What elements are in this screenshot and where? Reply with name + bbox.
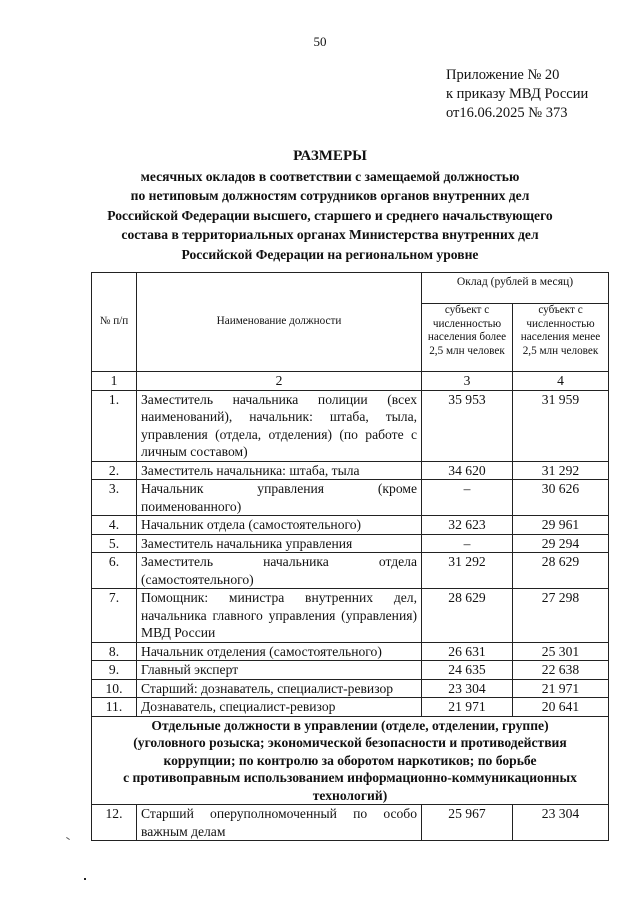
column-number: 2: [137, 372, 422, 391]
title-line-4: состава в территориальных органах Министерства внутренних дел: [121, 227, 539, 242]
row-position: Заместитель начальника: штаба, тыла: [137, 461, 422, 480]
row-salary-more: 21 971: [422, 698, 513, 717]
appendix-line-3: от16.06.2025 № 373: [446, 105, 568, 121]
row-num: 9.: [92, 661, 137, 680]
row-salary-more: 24 635: [422, 661, 513, 680]
row-salary-more: 25 967: [422, 805, 513, 841]
document-title: [70, 147, 590, 264]
row-num: 8.: [92, 642, 137, 661]
section-line-1: Отдельные должности в управлении (отделе, отделении, группе): [151, 717, 549, 733]
row-salary-less: 27 298: [513, 589, 609, 643]
row-num: 2.: [92, 461, 137, 480]
table-row: [92, 534, 609, 553]
column-number-row: [92, 372, 609, 391]
table-row: [92, 589, 609, 643]
row-salary-less: 31 959: [513, 390, 609, 461]
section-line-3: коррупции; по контролю за оборотом наркотиков; по борьбе: [163, 752, 537, 768]
row-salary-less: 25 301: [513, 642, 609, 661]
row-salary-more: 35 953: [422, 390, 513, 461]
row-salary-less: 31 292: [513, 461, 609, 480]
table-row: [92, 461, 609, 480]
row-position: Начальник отдела (самостоятельного): [137, 516, 422, 535]
row-num: 4.: [92, 516, 137, 535]
header-col-more: субъект с численностью населения более 2,5 млн человек: [422, 304, 513, 372]
title-line-3: Российской Федерации высшего, старшего и среднего начальствующего: [107, 207, 553, 223]
header-salary-group: Оклад (рублей в месяц): [422, 273, 609, 304]
table-row: [92, 642, 609, 661]
section-header: [92, 716, 609, 805]
row-salary-more: 32 623: [422, 516, 513, 535]
scan-speck: [66, 837, 70, 840]
section-header-row: [92, 716, 609, 805]
table-row: [92, 661, 609, 680]
row-position: Старший: дознаватель, специалист-ревизор: [137, 679, 422, 698]
table-row: [92, 698, 609, 717]
section-line-4: с противоправным использованием информационно-коммуникационных: [123, 770, 577, 785]
row-salary-less: 23 304: [513, 805, 609, 841]
row-position: Заместитель начальника отдела (самостоятельного): [137, 553, 422, 589]
title-line-1: месячных окладов в соответствии с замещаемой должностью: [140, 168, 520, 184]
column-number: 3: [422, 372, 513, 391]
row-num: 11.: [92, 698, 137, 717]
table-row: [92, 480, 609, 516]
table-row: [92, 390, 609, 461]
row-salary-more: 34 620: [422, 461, 513, 480]
row-num: 12.: [92, 805, 137, 841]
title-heading: РАЗМЕРЫ: [293, 148, 367, 164]
scan-speck: [84, 878, 86, 880]
title-line-2: по нетиповым должностям сотрудников органов внутренних дел: [130, 188, 530, 203]
row-num: 7.: [92, 589, 137, 643]
row-position: Начальник управления (кроме поименованного): [137, 480, 422, 516]
row-salary-less: 28 629: [513, 553, 609, 589]
row-position: Помощник: министра внутренних дел, начальника главного управления (управления) МВД России: [137, 589, 422, 643]
row-position: Старший оперуполномоченный по особо важным делам: [137, 805, 422, 841]
row-position: Заместитель начальника полиции (всех наименований), начальник: штаба, тыла, управления (отдела, отделения) (по работе с личным составом): [137, 390, 422, 461]
row-position: Главный эксперт: [137, 661, 422, 680]
row-salary-more: –: [422, 534, 513, 553]
section-line-2: (уголовного розыска; экономической безопасности и противодействия: [133, 735, 567, 750]
row-position: Дознаватель, специалист-ревизор: [137, 698, 422, 717]
row-salary-less: 20 641: [513, 698, 609, 717]
column-number: 1: [92, 372, 137, 391]
section-line-5: технологий): [312, 787, 388, 803]
table-row: [92, 679, 609, 698]
row-salary-more: 23 304: [422, 679, 513, 698]
row-salary-less: 21 971: [513, 679, 609, 698]
row-salary-more: –: [422, 480, 513, 516]
row-salary-less: 30 626: [513, 480, 609, 516]
row-salary-less: 29 961: [513, 516, 609, 535]
appendix-reference: [446, 66, 588, 123]
row-num: 6.: [92, 553, 137, 589]
table-row: [92, 805, 609, 841]
row-salary-more: 28 629: [422, 589, 513, 643]
row-num: 1.: [92, 390, 137, 461]
header-num: № п/п: [92, 273, 137, 372]
row-salary-less: 22 638: [513, 661, 609, 680]
table-row: [92, 553, 609, 589]
column-number: 4: [513, 372, 609, 391]
row-num: 5.: [92, 534, 137, 553]
row-position: Заместитель начальника управления: [137, 534, 422, 553]
header-col-less: субъект с численностью населения менее 2,5 млн человек: [513, 304, 609, 372]
row-salary-less: 29 294: [513, 534, 609, 553]
title-line-5: Российской Федерации на региональном уровне: [181, 246, 479, 262]
row-salary-more: 31 292: [422, 553, 513, 589]
header-row-1: [92, 273, 609, 304]
table-row: [92, 516, 609, 535]
appendix-line-2: к приказу МВД России: [446, 86, 589, 102]
salary-table: [91, 272, 609, 841]
appendix-line-1: Приложение № 20: [446, 67, 560, 83]
row-num: 10.: [92, 679, 137, 698]
row-salary-more: 26 631: [422, 642, 513, 661]
header-name: Наименование должности: [137, 273, 422, 372]
row-num: 3.: [92, 480, 137, 516]
page-number: 50: [313, 34, 327, 49]
row-position: Начальник отделения (самостоятельного): [137, 642, 422, 661]
